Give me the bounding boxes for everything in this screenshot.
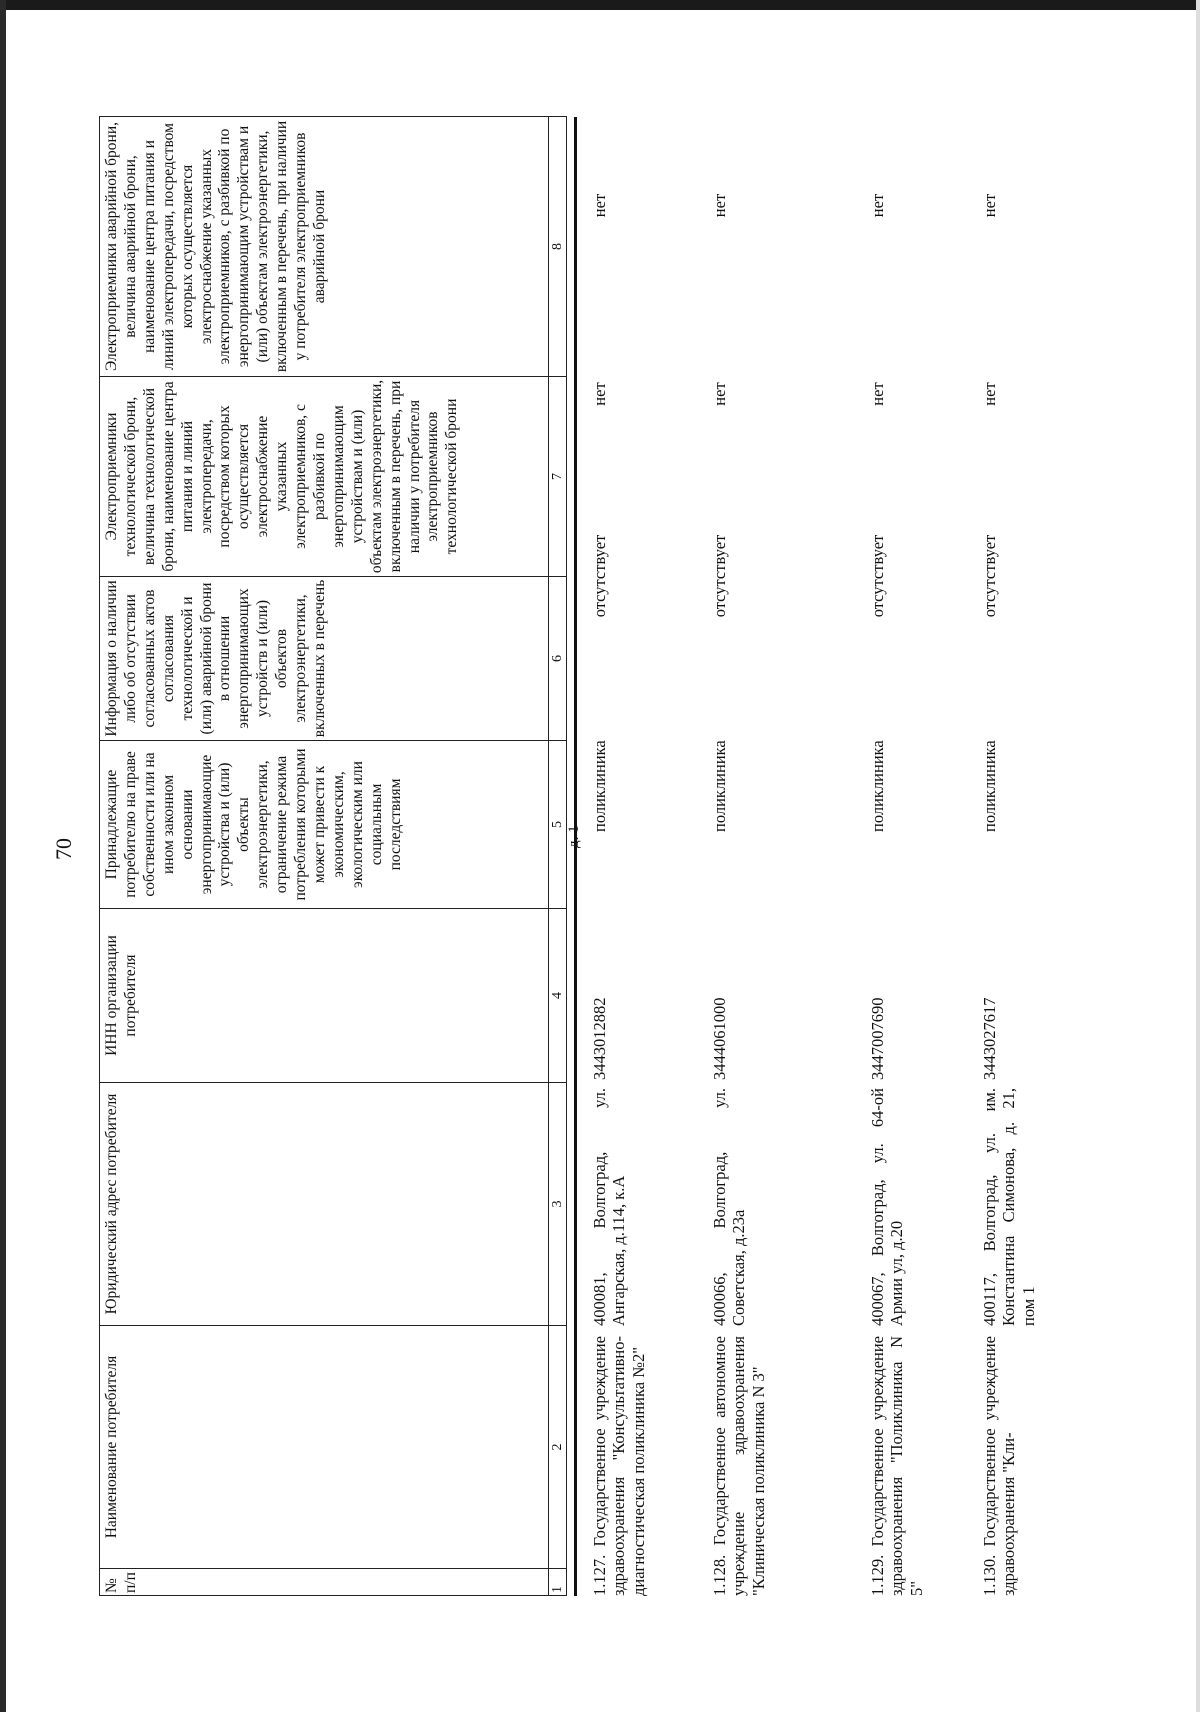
row-address: 400081, Волгоград, ул. Ангарская, д.114, к.А [590,1088,629,1326]
header-col-2: Наименование потребителя [100,1326,549,1569]
column-number-5: 5 [549,741,567,909]
row-number: 1.128. [710,1554,729,1596]
column-number-6: 6 [549,577,567,741]
header-col-8: Электроприемники аварийной брони, величина аварийной брони, наименование центра питания и линий электропередачи, посредством которых осуществляется электроснабжение указанных электроприемников, с разбивкой по энергопринимающим устройствам и (или) объектам электроэнергетики, включенным в перечень, при наличии у потребителя электроприемников аварийной брони [100,117,549,377]
column-number-8: 8 [549,117,567,377]
stray-text-fragment: д. 1 [566,825,582,848]
row-tech-reserve: нет [710,382,729,406]
header-bottom-rule [574,117,577,1596]
column-number-4: 4 [549,909,567,1083]
row-name: Государственное учреждение здравоохранения "Консультативно-диагностическая поликлиника №2" [590,1336,648,1596]
column-number-1: 1 [549,1569,567,1596]
table-header [99,116,567,1596]
header-col-3: Юридический адрес потребителя [100,1083,549,1326]
scan-edge-right [1196,0,1200,1712]
row-name: Государственное учреждение здравоохранения "Поликлиника N 5" [868,1336,926,1596]
row-address: 400067, Волгоград, ул. 64-ой Армии ул, д.20 [868,1088,907,1326]
row-inn: 3443027617 [980,997,999,1080]
column-number-3: 3 [549,1083,567,1326]
header-col-1: № п/п [100,1569,549,1596]
row-owner: поликлиника [710,740,729,832]
column-number-7: 7 [549,377,567,577]
row-tech-reserve: нет [868,382,887,406]
scan-border-top [0,0,1200,10]
row-inn: 3444061000 [710,997,729,1080]
page-number: 70 [51,838,76,860]
row-owner: поликлиника [590,740,609,832]
row-info: отсутствует [980,534,999,618]
row-emergency-reserve: нет [710,193,729,218]
row-info: отсутствует [710,534,729,618]
row-name-cell [868,1336,926,1596]
row-info: отсутствует [868,534,887,618]
header-col-6: Информация о наличии либо об отсутствии согласованных актов согласования технологической и (или) аварийной брони в отношении энергопринимающих устройств и (или) объектов электроэнергетики, включенных в перечень [100,577,549,741]
row-tech-reserve: нет [590,382,609,406]
row-name-cell [590,1336,648,1596]
row-number: 1.127. [590,1554,609,1596]
column-number-2: 2 [549,1326,567,1569]
row-emergency-reserve: нет [590,193,609,218]
row-address: 400117, Волгоград, ул. им. Константина Симонова, д. 21, пом 1 [980,1088,1038,1326]
row-inn: 3447007690 [868,997,887,1080]
row-number: 1.130. [980,1554,999,1596]
row-inn: 3443012882 [590,997,609,1080]
row-info: отсутствует [590,534,609,618]
row-address: 400066, Волгоград, ул. Советская, д.23а [710,1088,749,1326]
header-col-5: Принадлежащие потребителю на праве собственности или на ином законном основании энергопринимающие устройства и (или) объекты электроэнергетики, ограничение режима потребления которыми может привести к экономическим, экологическим или социальным последствиям [100,741,549,909]
row-name: Государственное автономное учреждение здравоохранения "Клиническая поликлиника N 3" [710,1336,768,1596]
row-tech-reserve: нет [980,382,999,406]
rotated-table-canvas [99,76,1038,1712]
header-col-4: ИНН организации потребителя [100,909,549,1083]
row-name-cell [980,1336,1019,1596]
row-name: Государственное учреждение здравоохранения "Кли- [980,1336,1019,1596]
row-owner: поликлиника [868,740,887,832]
row-emergency-reserve: нет [980,193,999,218]
row-number: 1.129. [868,1554,887,1596]
row-owner: поликлиника [980,740,999,832]
row-name-cell [710,1336,768,1596]
header-col-7: Электроприемники технологической брони, величина технологической брони, наименование центра питания и линий электропередачи, посредством которых осуществляется электроснабжение указанных электроприемников, с разбивкой по энергопринимающим устройствам и (или) объектам электроэнергетики, включенным в перечень, при наличии у потребителя электроприемников технологической брони [100,377,549,577]
row-emergency-reserve: нет [868,193,887,218]
scan-border-left [0,0,6,1712]
